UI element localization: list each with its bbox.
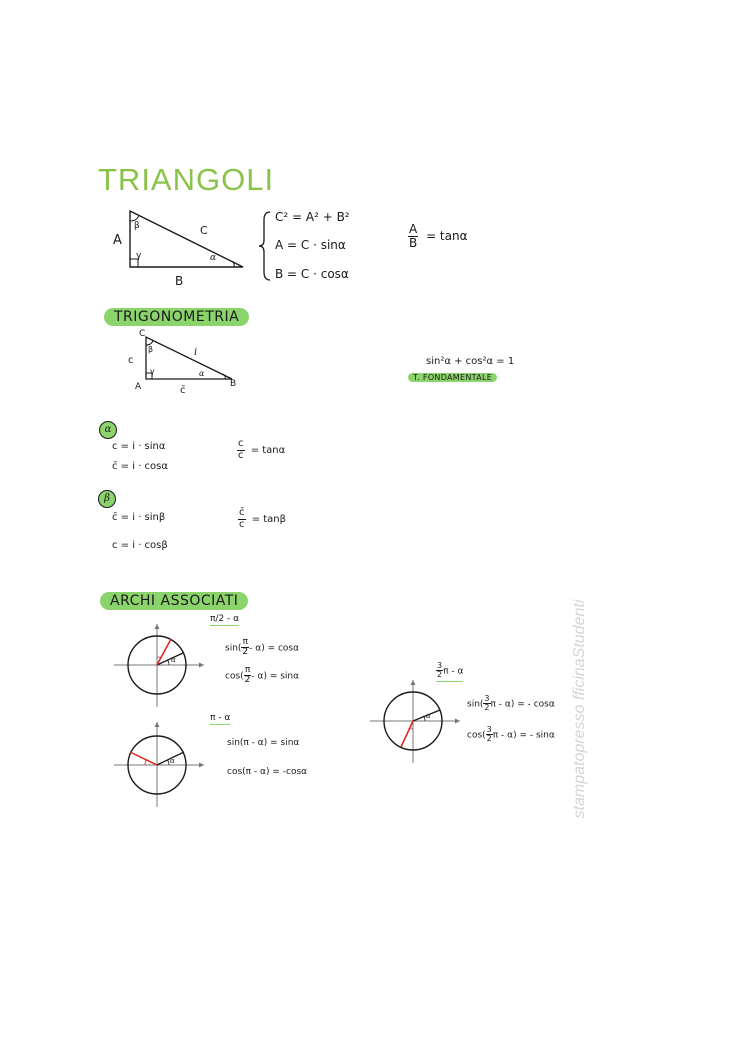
equation-pythagoras: C² = A² + B² bbox=[275, 210, 350, 224]
equation-b: B = C · cosα bbox=[275, 267, 349, 281]
circle1-alpha: α bbox=[171, 656, 176, 664]
trig-alpha: α bbox=[199, 369, 205, 378]
pi-half-sin-tail: - α bbox=[249, 643, 262, 654]
three-half-pi-heading bbox=[436, 662, 463, 682]
alpha-badge: α bbox=[99, 421, 117, 439]
unit-circle-pi-half bbox=[112, 622, 207, 710]
page-title: TRIANGOLI bbox=[98, 162, 275, 197]
three-half-cos-den: 2 bbox=[486, 734, 492, 744]
three-half-sin-den: 2 bbox=[484, 703, 490, 713]
pi-half-cos-lhs: cos bbox=[225, 671, 241, 682]
pi-half-heading: π/2 - α bbox=[210, 614, 240, 624]
beta-frac-rhs: = tanβ bbox=[251, 514, 287, 525]
pi-half-sin-lhs: sin bbox=[225, 643, 238, 654]
fundamental-identity: sin²α + cos²α = 1 bbox=[426, 356, 515, 367]
unit-circle-three-half-pi bbox=[368, 678, 463, 766]
trig-side-cbar: c̄ bbox=[180, 385, 186, 396]
three-half-sin-tail: π - α bbox=[490, 699, 511, 710]
beta-eq2: c = i · cosβ bbox=[112, 540, 168, 551]
fundamental-label: T. FONDAMENTALE bbox=[408, 373, 497, 382]
trig-side-c: c bbox=[128, 355, 134, 366]
ratio-ab bbox=[408, 223, 468, 249]
angle-gamma-label: γ bbox=[136, 251, 142, 261]
pi-heading: π - α bbox=[210, 713, 231, 723]
brace-icon bbox=[258, 210, 272, 282]
trig-beta: β bbox=[148, 345, 154, 354]
circle3-alpha: α bbox=[426, 712, 431, 720]
three-half-sin-rhs: = - cosα bbox=[517, 699, 555, 710]
pi-half-cos-tail: - α bbox=[251, 671, 264, 682]
trig-side-i: i bbox=[194, 347, 198, 358]
trig-vertex-a: A bbox=[135, 382, 142, 392]
beta-frac-den: c bbox=[239, 518, 245, 530]
side-c-label: C bbox=[200, 224, 208, 237]
equation-a: A = C · sinα bbox=[275, 238, 346, 252]
ratio-rhs: = tanα bbox=[426, 228, 468, 243]
three-half-cos-tail: π - α bbox=[492, 730, 514, 741]
pi-half-sin-num: π bbox=[242, 637, 248, 647]
pi-half-sin-eq: sin( $\frac{\pi}{2}$ - α) = cosα bbox=[225, 637, 300, 658]
ratio-num: A bbox=[409, 222, 418, 236]
alpha-tan-ratio bbox=[237, 439, 285, 461]
alpha-frac-den: c̄ bbox=[238, 449, 244, 461]
beta-eq1: c̄ = i · sinβ bbox=[112, 512, 166, 523]
three-half-heading-num: 3 bbox=[437, 661, 443, 670]
trig-vertex-c: C bbox=[139, 329, 146, 339]
pi-half-cos-eq: cos( $\frac{\pi}{2}$ - α) = sinα bbox=[225, 665, 300, 686]
alpha-frac-rhs: = tanα bbox=[250, 445, 286, 456]
alpha-eq1: c = i · sinα bbox=[112, 441, 166, 452]
three-half-sin-lhs: sin bbox=[467, 699, 480, 710]
circle2-alpha: α bbox=[170, 757, 175, 765]
three-half-sin-num: 3 bbox=[484, 694, 490, 703]
pi-half-cos-den: 2 bbox=[244, 675, 251, 686]
side-b-label: B bbox=[175, 274, 184, 288]
beta-frac-num: c̄ bbox=[239, 507, 245, 518]
angle-alpha-label: α bbox=[210, 253, 217, 263]
alpha-eq2: c̄ = i · cosα bbox=[112, 461, 168, 472]
angle-beta-label: β bbox=[134, 221, 140, 231]
three-half-sin-eq: sin( $\frac{3}{2}$ π - α) = - cosα bbox=[467, 694, 555, 713]
three-half-cos-eq: cos( $\frac{3}{2}$ π - α) = - sinα bbox=[467, 725, 555, 744]
pi-sin-eq: sin(π - α) = sinα bbox=[227, 738, 300, 748]
watermark: stampatopresso fficinaStudenti bbox=[571, 599, 588, 819]
pi-half-sin-den: 2 bbox=[242, 647, 249, 658]
alpha-frac-num: c bbox=[238, 438, 244, 449]
side-a-label: A bbox=[113, 233, 122, 248]
three-half-cos-num: 3 bbox=[486, 725, 492, 734]
unit-circle-pi bbox=[112, 720, 207, 808]
trig-triangle-diagram bbox=[140, 334, 240, 384]
trigonometria-heading: TRIGONOMETRIA bbox=[104, 308, 249, 326]
beta-tan-ratio bbox=[238, 508, 286, 530]
pi-cos-eq: cos(π - α) = -cosα bbox=[227, 767, 308, 777]
pi-half-sin-rhs: = cosα bbox=[267, 643, 300, 654]
ratio-den: B bbox=[409, 235, 418, 250]
trig-gamma: γ bbox=[150, 367, 155, 376]
three-half-cos-lhs: cos bbox=[467, 730, 483, 741]
three-half-heading-den: 2 bbox=[437, 670, 443, 680]
three-half-heading-tail: π - α bbox=[443, 666, 464, 677]
three-half-cos-rhs: = - sinα bbox=[519, 730, 555, 741]
pi-half-cos-num: π bbox=[244, 665, 251, 675]
beta-badge: β bbox=[98, 490, 116, 508]
trig-vertex-b: B bbox=[230, 379, 237, 389]
pi-half-cos-rhs: = sinα bbox=[269, 671, 300, 682]
archi-associati-heading: ARCHI ASSOCIATI bbox=[100, 592, 248, 610]
